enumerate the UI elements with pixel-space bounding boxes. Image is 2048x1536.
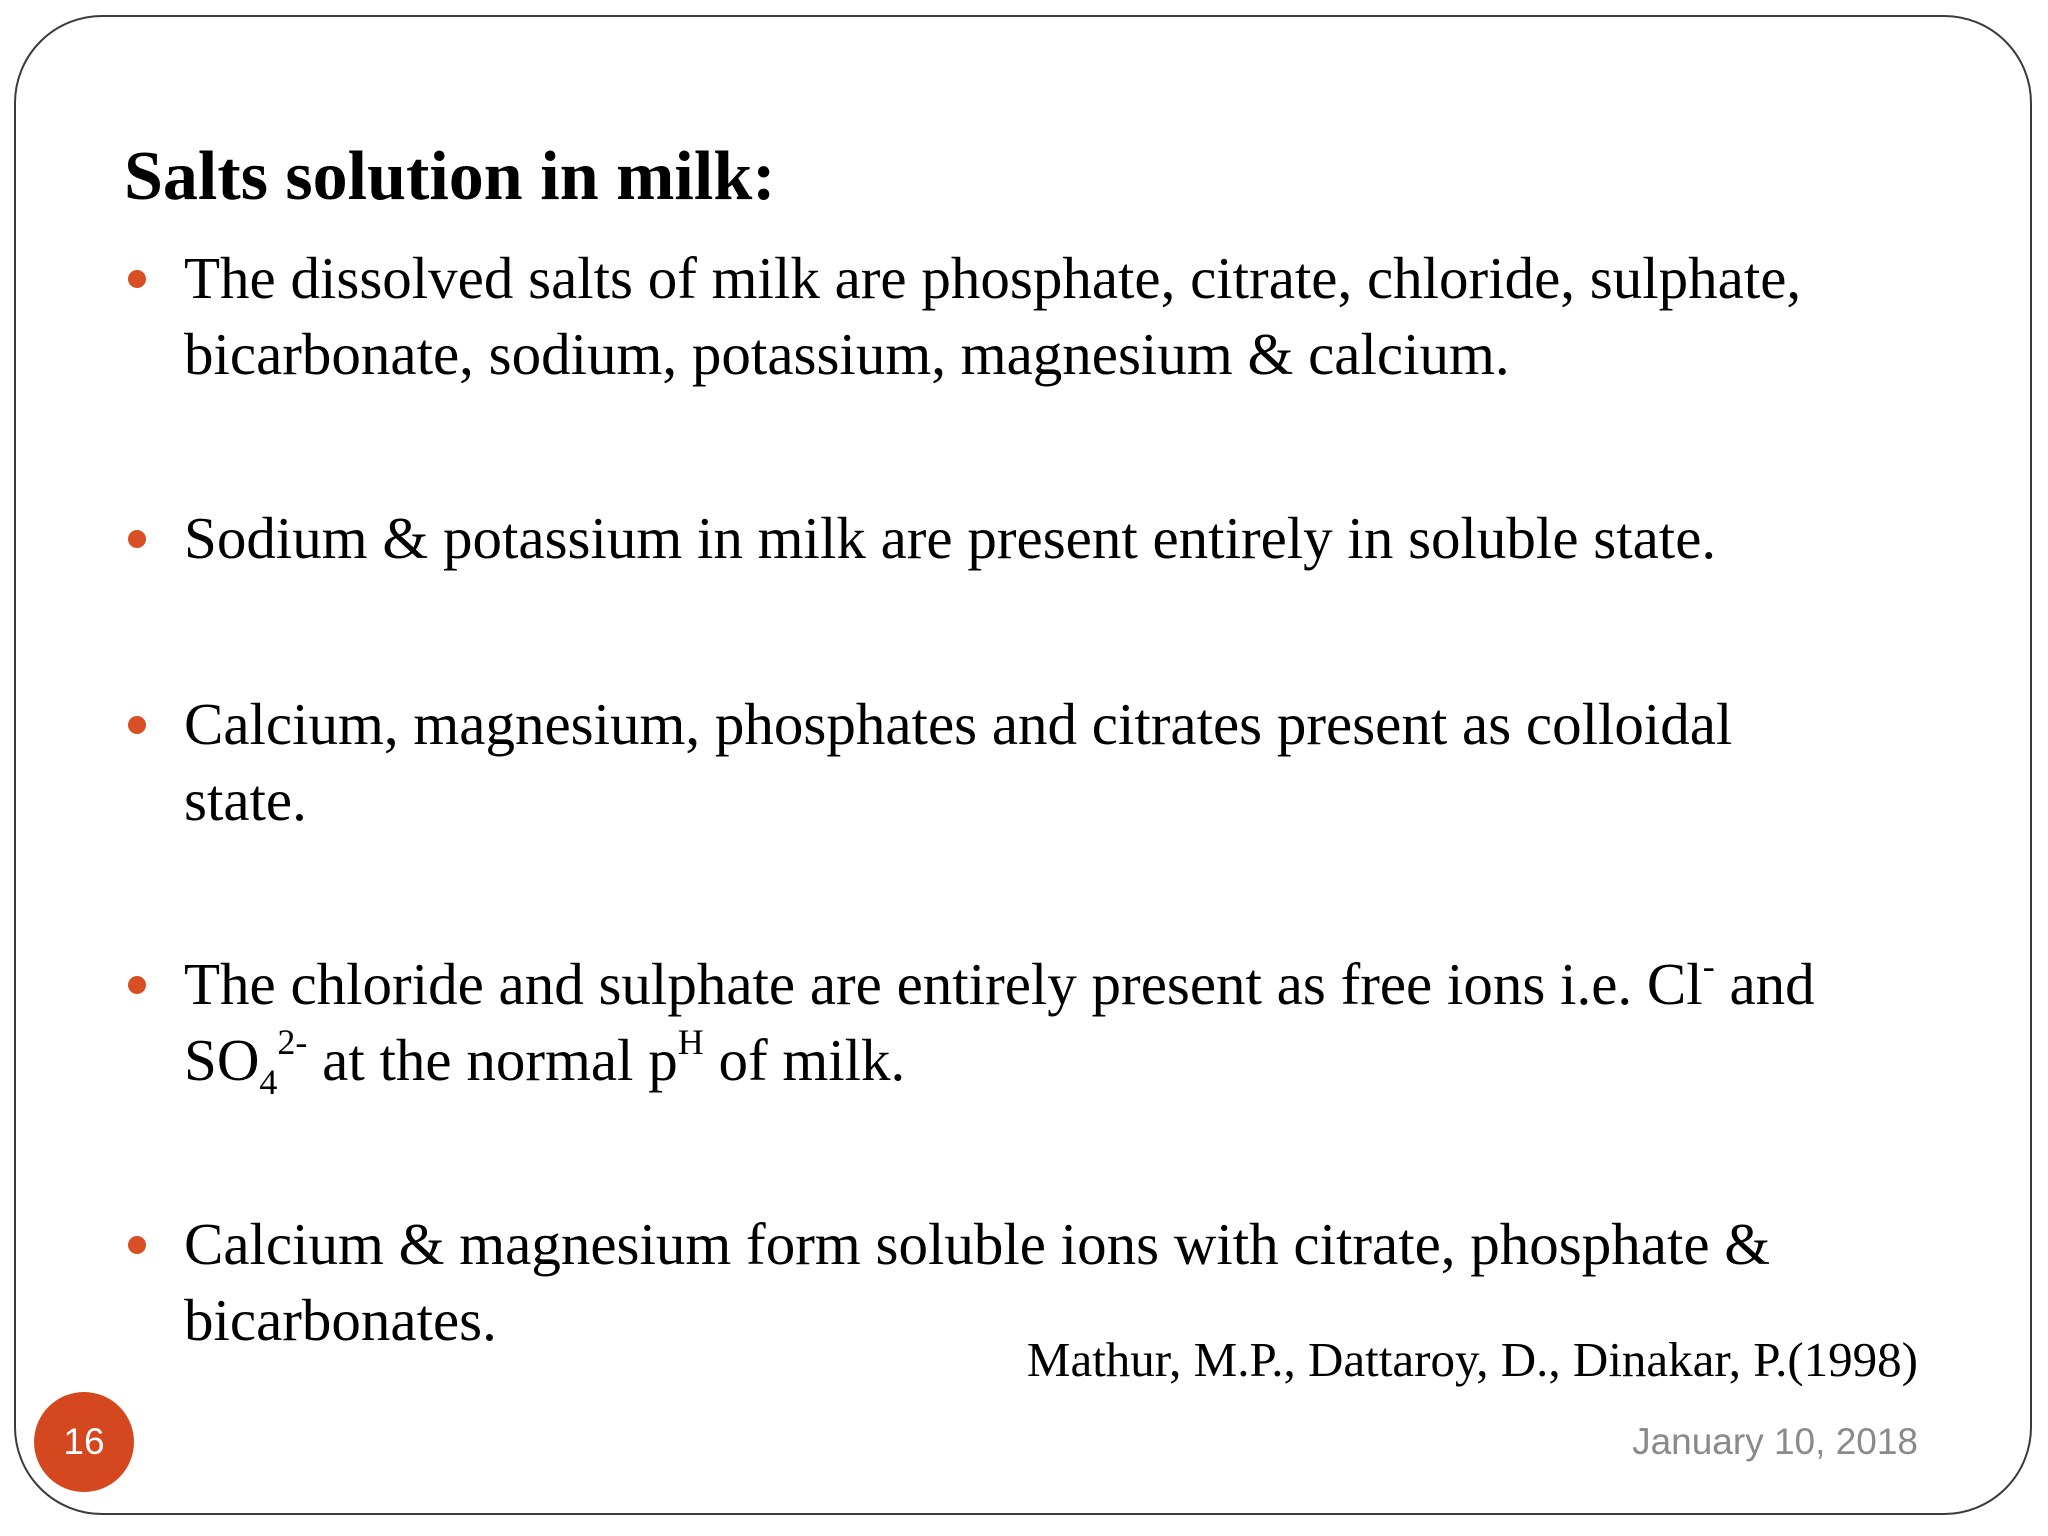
bullet-text: of milk. (703, 1027, 906, 1093)
bullet-dot-icon (128, 716, 146, 734)
slide-date: January 10, 2018 (1632, 1421, 1918, 1462)
bullet-text: The chloride and sulphate are entirely present as free ions i.e. Cl (184, 951, 1703, 1017)
bullet-dot-icon (128, 270, 146, 288)
bullet-text: at the normal p (307, 1027, 678, 1093)
bullet-text: Sodium & potassium in milk are present entirely in soluble state. (184, 505, 1717, 571)
bullet-text-line (184, 1022, 1815, 1102)
bullet-text: Calcium, magnesium, phosphates and citrates present as colloidal (184, 691, 1733, 757)
chloride-charge: - (1702, 946, 1715, 986)
bullet-dot-icon (128, 530, 146, 548)
slide-title: Salts solution in milk: (124, 138, 776, 215)
bullet-item (184, 240, 1801, 392)
bullet-dot-icon (128, 1236, 146, 1254)
bullet-dot-icon (128, 976, 146, 994)
bullet-item (184, 686, 1732, 838)
sulphate-subscript: 4 (259, 1062, 278, 1102)
citation: Mathur, M.P., Dattaroy, D., Dinakar, P.(1998) (1026, 1332, 1918, 1387)
sulphate-formula: SO (184, 1027, 260, 1093)
sulphate-charge: 2- (277, 1022, 308, 1062)
bullet-text: Calcium & magnesium form soluble ions with citrate, phosphate & (184, 1211, 1771, 1277)
bullet-text-line (184, 946, 1815, 1022)
bullet-item (184, 500, 1716, 576)
bullet-text: bicarbonates. (184, 1287, 497, 1353)
bullet-text: and (1714, 951, 1815, 1017)
ph-superscript: H (677, 1022, 704, 1062)
bullet-item (184, 946, 1815, 1102)
bullet-text: bicarbonate, sodium, potassium, magnesium & calcium. (184, 321, 1510, 387)
page-number-badge: 16 (34, 1392, 134, 1492)
bullet-text: state. (184, 767, 307, 833)
bullet-text: The dissolved salts of milk are phosphate, citrate, chloride, sulphate, (184, 245, 1802, 311)
